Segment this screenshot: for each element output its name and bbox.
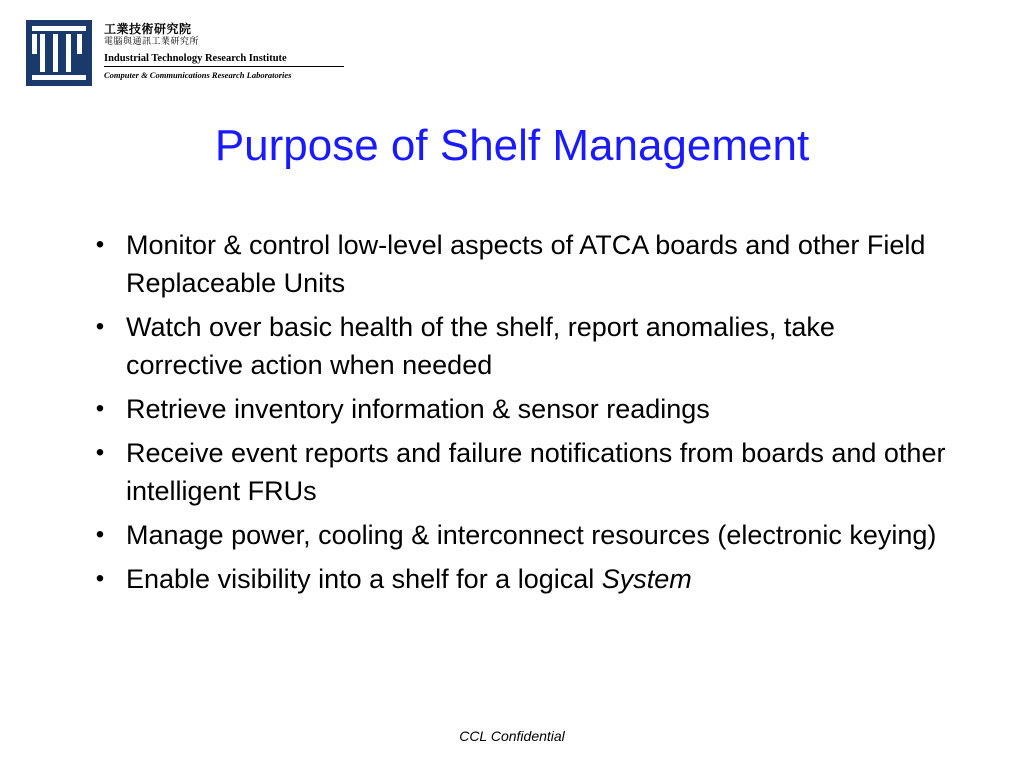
logo-english-name: Industrial Technology Research Institute bbox=[104, 53, 287, 64]
bullet-text: Manage power, cooling & interconnect resources (electronic keying) bbox=[126, 520, 937, 550]
bullet-text: Retrieve inventory information & sensor readings bbox=[126, 394, 710, 424]
bullet-text: Monitor & control low-level aspects of ATCA boards and other Field Replaceable Units bbox=[126, 230, 926, 298]
bullet-item bbox=[86, 434, 946, 510]
logo-block bbox=[26, 20, 348, 88]
bullet-item bbox=[86, 560, 946, 598]
slide-title: Purpose of Shelf Management bbox=[214, 121, 810, 170]
bullet-item bbox=[86, 308, 946, 384]
logo-chinese-name: 工業技術研究院 bbox=[104, 22, 192, 36]
logo-divider bbox=[104, 66, 344, 67]
itri-logo-icon bbox=[26, 20, 92, 86]
bullet-emphasis: System bbox=[601, 564, 692, 594]
bullet-icon: • bbox=[95, 565, 105, 592]
bullet-icon: • bbox=[95, 439, 105, 466]
bullet-text: Receive event reports and failure notifications from boards and other intelligent FRUs bbox=[126, 438, 946, 506]
logo-english-subname: Computer & Communications Research Laboratories bbox=[104, 70, 292, 80]
bullet-text: Watch over basic health of the shelf, report anomalies, take corrective action when needed bbox=[126, 312, 835, 380]
bullet-item bbox=[86, 516, 946, 554]
bullet-text: Enable visibility into a shelf for a logical bbox=[126, 564, 602, 594]
bullet-icon: • bbox=[95, 395, 105, 422]
logo-text bbox=[104, 22, 348, 81]
bullet-item bbox=[86, 390, 946, 428]
logo-chinese-subname: 電腦與通訊工業研究所 bbox=[104, 37, 200, 47]
bullet-icon: • bbox=[95, 313, 105, 340]
bullet-item bbox=[86, 226, 946, 302]
bullet-icon: • bbox=[95, 521, 105, 548]
bullet-icon: • bbox=[95, 231, 105, 258]
footer-confidential: CCL Confidential bbox=[459, 728, 565, 744]
bullet-list bbox=[86, 226, 946, 604]
